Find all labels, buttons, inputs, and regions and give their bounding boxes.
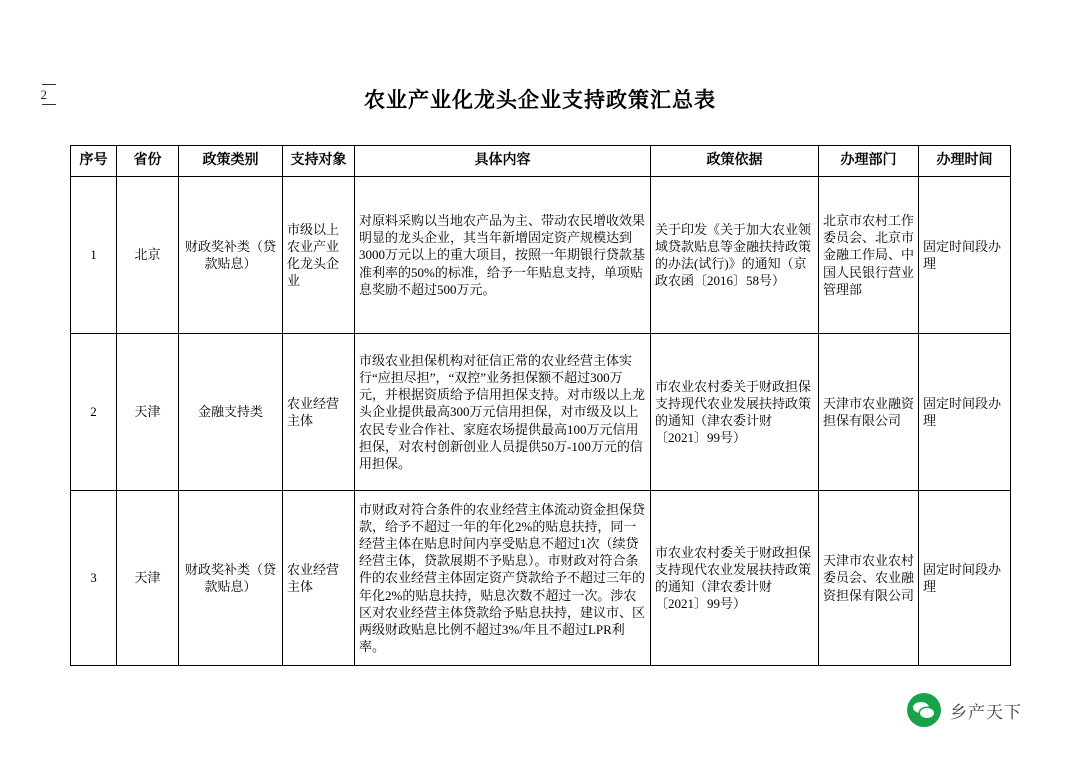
cell-basis: 市农业农村委关于财政担保支持现代农业发展扶持政策的通知（津农委计财〔2021〕99号） — [651, 491, 819, 666]
cell-no: 1 — [71, 177, 117, 334]
cell-time: 固定时间段办理 — [919, 334, 1011, 491]
column-header-content: 具体内容 — [355, 146, 651, 177]
column-header-province: 省份 — [117, 146, 179, 177]
cell-no: 2 — [71, 334, 117, 491]
cell-department: 天津市农业融资担保有限公司 — [819, 334, 919, 491]
cell-department: 北京市农村工作委员会、北京市金融工作局、中国人民银行营业管理部 — [819, 177, 919, 334]
table-row — [71, 334, 1011, 491]
column-header-no: 序号 — [71, 146, 117, 177]
wechat-account-name: 乡产天下 — [950, 702, 1022, 722]
column-header-time: 办理时间 — [919, 146, 1011, 177]
cell-basis: 市农业农村委关于财政担保支持现代农业发展扶持政策的通知（津农委计财〔2021〕99号） — [651, 334, 819, 491]
column-header-category: 政策类别 — [179, 146, 283, 177]
cell-province: 天津 — [117, 334, 179, 491]
column-header-department: 办理部门 — [819, 146, 919, 177]
wechat-icon — [907, 693, 941, 727]
policy-table-container — [70, 145, 1010, 666]
cell-department: 天津市农业农村委员会、农业融资担保有限公司 — [819, 491, 919, 666]
cell-object: 农业经营主体 — [283, 334, 355, 491]
wechat-watermark — [907, 693, 1022, 727]
cell-time: 固定时间段办理 — [919, 177, 1011, 334]
table-header-row — [71, 146, 1011, 177]
column-header-object: 支持对象 — [283, 146, 355, 177]
column-header-basis: 政策依据 — [651, 146, 819, 177]
cell-category: 财政奖补类（贷款贴息） — [179, 177, 283, 334]
cell-content: 市级农业担保机构对征信正常的农业经营主体实行“应担尽担”，“双控”业务担保额不超过300万元，并根据资质给予信用担保支持。对市级以上龙头企业提供最高300万元信用担保，对市级及以上农民专业合作社、家庭农场提供最高100万元信用担保，对农村创新创业人员提供50万-100万元的信用担保。 — [355, 334, 651, 491]
page-number: 2 — [36, 87, 52, 102]
cell-content: 对原料采购以当地农产品为主、带动农民增收效果明显的龙头企业，其当年新增固定资产规模达到3000万元以上的重大项目，按照一年期银行贷款基准利率的50%的标准，给予一年贴息支持，单项贴息奖励不超过500万元。 — [355, 177, 651, 334]
cell-object: 市级以上农业产业化龙头企业 — [283, 177, 355, 334]
cell-province: 天津 — [117, 491, 179, 666]
table-row — [71, 177, 1011, 334]
cell-no: 3 — [71, 491, 117, 666]
cell-category: 财政奖补类（贷款贴息） — [179, 491, 283, 666]
cell-category: 金融支持类 — [179, 334, 283, 491]
cell-time: 固定时间段办理 — [919, 491, 1011, 666]
cell-basis: 关于印发《关于加大农业领域贷款贴息等金融扶持政策的办法(试行)》的通知（京政农函〔2016〕58号） — [651, 177, 819, 334]
cell-object: 农业经营主体 — [283, 491, 355, 666]
cell-content: 市财政对符合条件的农业经营主体流动资金担保贷款，给予不超过一年的年化2%的贴息扶持，同一经营主体在贴息时间内享受贴息不超过1次（续贷经营主体，贷款展期不予贴息）。市财政对符合条件的农业经营主体固定资产贷款给予不超过三年的年化2%的贴息扶持，贴息次数不超过一次。涉农区对农业经营主体贷款给予贴息扶持，建议市、区两级财政贴息比例不超过3%/年且不超过LPR利率。 — [355, 491, 651, 666]
cell-province: 北京 — [117, 177, 179, 334]
page-title: 农业产业化龙头企业支持政策汇总表 — [364, 88, 716, 112]
policy-table — [70, 145, 1011, 666]
table-row — [71, 491, 1011, 666]
